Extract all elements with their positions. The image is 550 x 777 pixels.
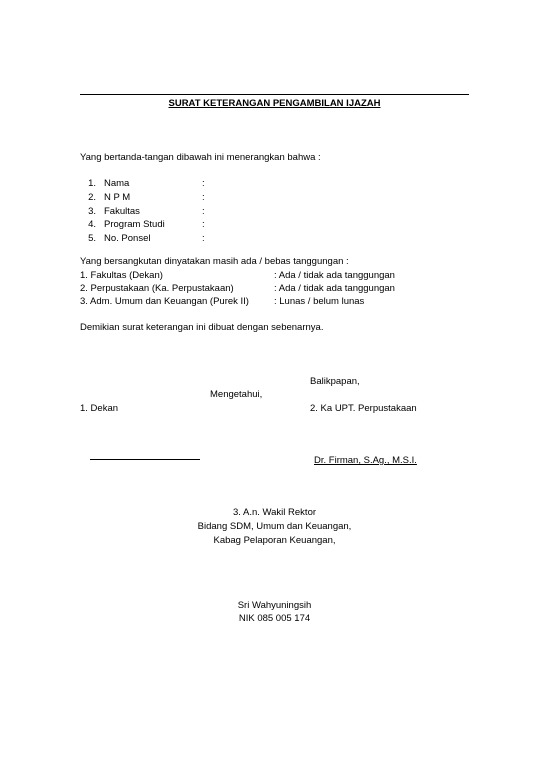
place-text: Balikpapan,	[310, 376, 360, 387]
statement-text: Yang bersangkutan dinyatakan masih ada / bebas tanggungan :	[80, 256, 349, 267]
signer1-role: 1. Dekan	[80, 403, 119, 414]
field-label-fakultas: Fakultas	[104, 206, 140, 217]
field-number: 1.	[88, 178, 96, 189]
field-colon: :	[202, 178, 205, 189]
acknowledged-text: Mengetahui,	[210, 389, 263, 400]
field-label-no-ponsel: No. Ponsel	[104, 233, 151, 244]
signer3-role: 3. A.n. Wakil Rektor	[232, 507, 317, 518]
obligation-label: 2. Perpustakaan (Ka. Perpustakaan)	[80, 283, 234, 294]
signer3-department: Bidang SDM, Umum dan Keuangan,	[197, 521, 352, 532]
field-number: 4.	[88, 219, 96, 230]
obligation-status: : Ada / tidak ada tanggungan	[274, 283, 395, 294]
obligation-label: 3. Adm. Umum dan Keuangan (Purek II)	[80, 296, 249, 307]
header-rule	[80, 94, 469, 95]
field-colon: :	[202, 219, 205, 230]
field-label-nama: Nama	[104, 178, 130, 189]
signer3-nik: NIK 085 005 174	[238, 613, 311, 624]
field-label-npm: N P M	[104, 192, 131, 203]
intro-text: Yang bertanda-tangan dibawah ini menerangkan bahwa :	[80, 152, 321, 163]
field-number: 3.	[88, 206, 96, 217]
field-label-program-studi: Program Studi	[104, 219, 165, 230]
field-colon: :	[202, 192, 205, 203]
field-number: 5.	[88, 233, 96, 244]
closing-text: Demikian surat keterangan ini dibuat dengan sebenarnya.	[80, 322, 324, 333]
field-colon: :	[202, 233, 205, 244]
field-colon: :	[202, 206, 205, 217]
obligation-status: : Lunas / belum lunas	[274, 296, 365, 307]
obligation-label: 1. Fakultas (Dekan)	[80, 270, 163, 281]
obligation-status: : Ada / tidak ada tanggungan	[274, 270, 395, 281]
signature-line	[90, 459, 200, 460]
signer3-name: Sri Wahyuningsih	[237, 600, 312, 611]
document-title: SURAT KETERANGAN PENGAMBILAN IJAZAH	[168, 98, 381, 109]
signer2-name: Dr. Firman, S.Ag., M.S.I.	[314, 455, 417, 466]
field-number: 2.	[88, 192, 96, 203]
signer2-role: 2. Ka UPT. Perpustakaan	[310, 403, 417, 414]
signer3-position: Kabag Pelaporan Keuangan,	[213, 535, 336, 546]
